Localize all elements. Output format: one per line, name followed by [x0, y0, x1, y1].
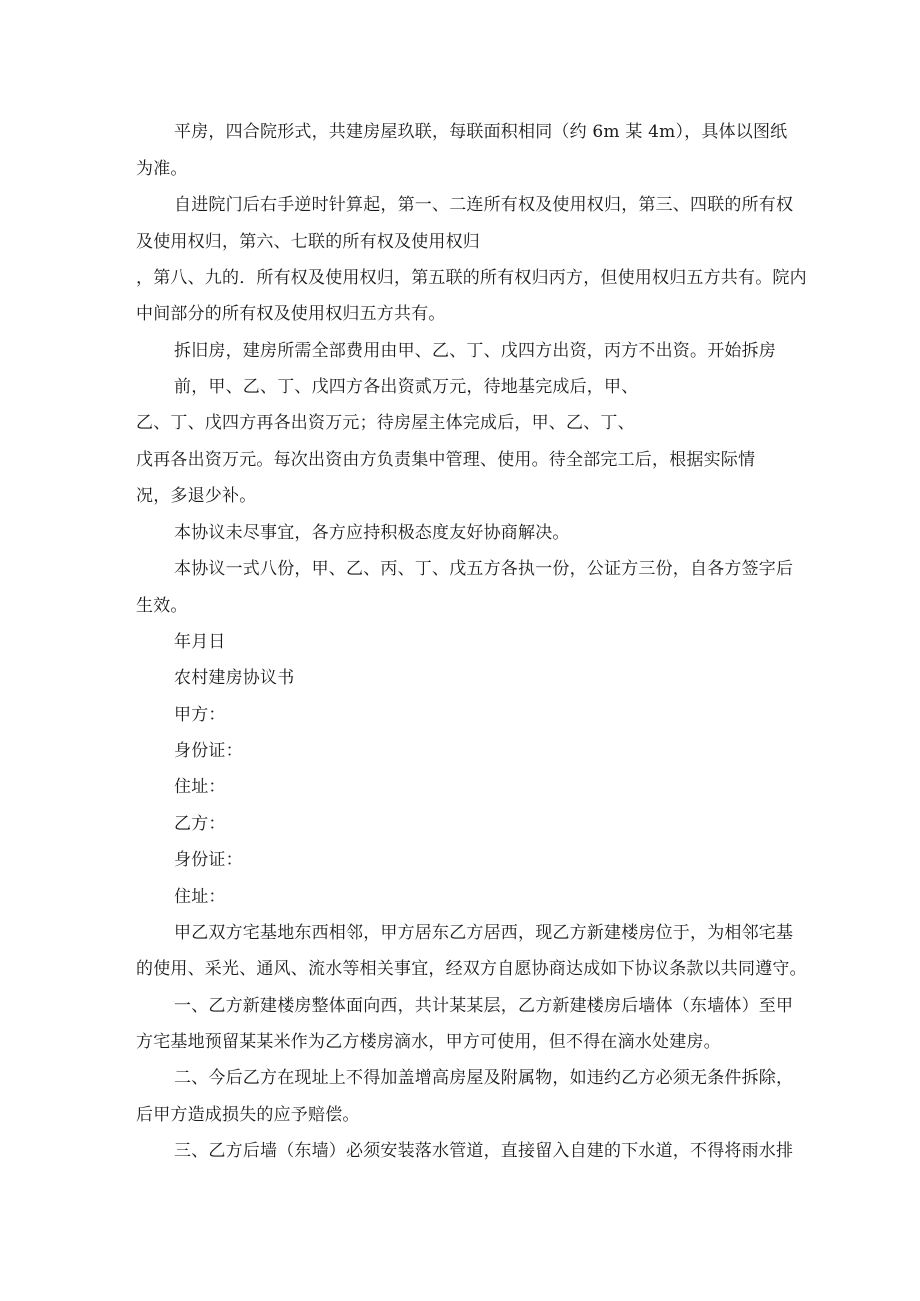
paragraph-line: 况，多退少补。	[136, 486, 257, 506]
document-title: 农村建房协议书	[174, 668, 295, 688]
paragraph-line: 本协议一式八份，甲、乙、丙、丁、戊五方各执一份，公证方三份，自各方签字后	[174, 559, 794, 579]
paragraph-line: 为准。	[136, 159, 188, 179]
paragraph-line: 戊再各出资万元。每次出资由方负责集中管理、使用。待全部完工后，根据实际情	[136, 450, 756, 470]
clause-line: 三、乙方后墙（东墙）必须安装落水管道，直接留入自建的下水道，不得将雨水排	[174, 1141, 794, 1161]
paragraph-line: 拆旧房，建房所需全部费用由甲、乙、丁、戊四方出资，丙方不出资。开始拆房	[174, 341, 776, 361]
paragraph-line: 的使用、采光、通风、流水等相关事宜，经双方自愿协商达成如下协议条款以共同遵守。	[136, 959, 807, 979]
party-a-id-label: 身份证：	[174, 741, 243, 761]
paragraph-line: 乙、丁、戊四方再各出资万元；待房屋主体完成后，甲、乙、丁、	[136, 413, 635, 433]
party-b-address-label: 住址：	[174, 887, 226, 907]
paragraph-line: 甲乙双方宅基地东西相邻，甲方居东乙方居西，现乙方新建楼房位于，为相邻宅基	[174, 923, 794, 943]
clause-line: 一、乙方新建楼房整体面向西，共计某某层，乙方新建楼房后墙体（东墙体）至甲	[174, 996, 794, 1016]
party-b-label: 乙方：	[174, 814, 226, 834]
paragraph-line: 及使用权归，第六、七联的所有权及使用权归	[136, 232, 480, 252]
paragraph-line: 中间部分的所有权及使用权归五方共有。	[136, 304, 446, 324]
paragraph-line: 平房，四合院形式，共建房屋玖联，每联面积相同（约 6m 某 4m），具体以图纸	[174, 122, 788, 142]
paragraph-line: 本协议未尽事宜，各方应持积极态度友好协商解决。	[174, 523, 570, 543]
party-a-address-label: 住址：	[174, 777, 226, 797]
clause-line: 二、今后乙方在现址上不得加盖增高房屋及附属物，如违约乙方必须无条件拆除，	[174, 1068, 794, 1088]
date-line: 年月日	[174, 632, 226, 652]
clause-line: 后甲方造成损失的应予赔偿。	[136, 1105, 360, 1125]
paragraph-line: 生效。	[136, 596, 188, 616]
paragraph-line: 前，甲、乙、丁、戊四方各出资贰万元，待地基完成后，甲、	[174, 377, 639, 397]
paragraph-line: 自进院门后右手逆时针算起，第一、二连所有权及使用权归，第三、四联的所有权	[174, 195, 794, 215]
clause-line: 方宅基地预留某某米作为乙方楼房滴水，甲方可使用，但不得在滴水处建房。	[136, 1032, 721, 1052]
party-a-label: 甲方：	[174, 705, 226, 725]
paragraph-line: ，第八、九的．所有权及使用权归，第五联的所有权归丙方，但使用权归五方共有。院内	[136, 268, 807, 288]
party-b-id-label: 身份证：	[174, 850, 243, 870]
